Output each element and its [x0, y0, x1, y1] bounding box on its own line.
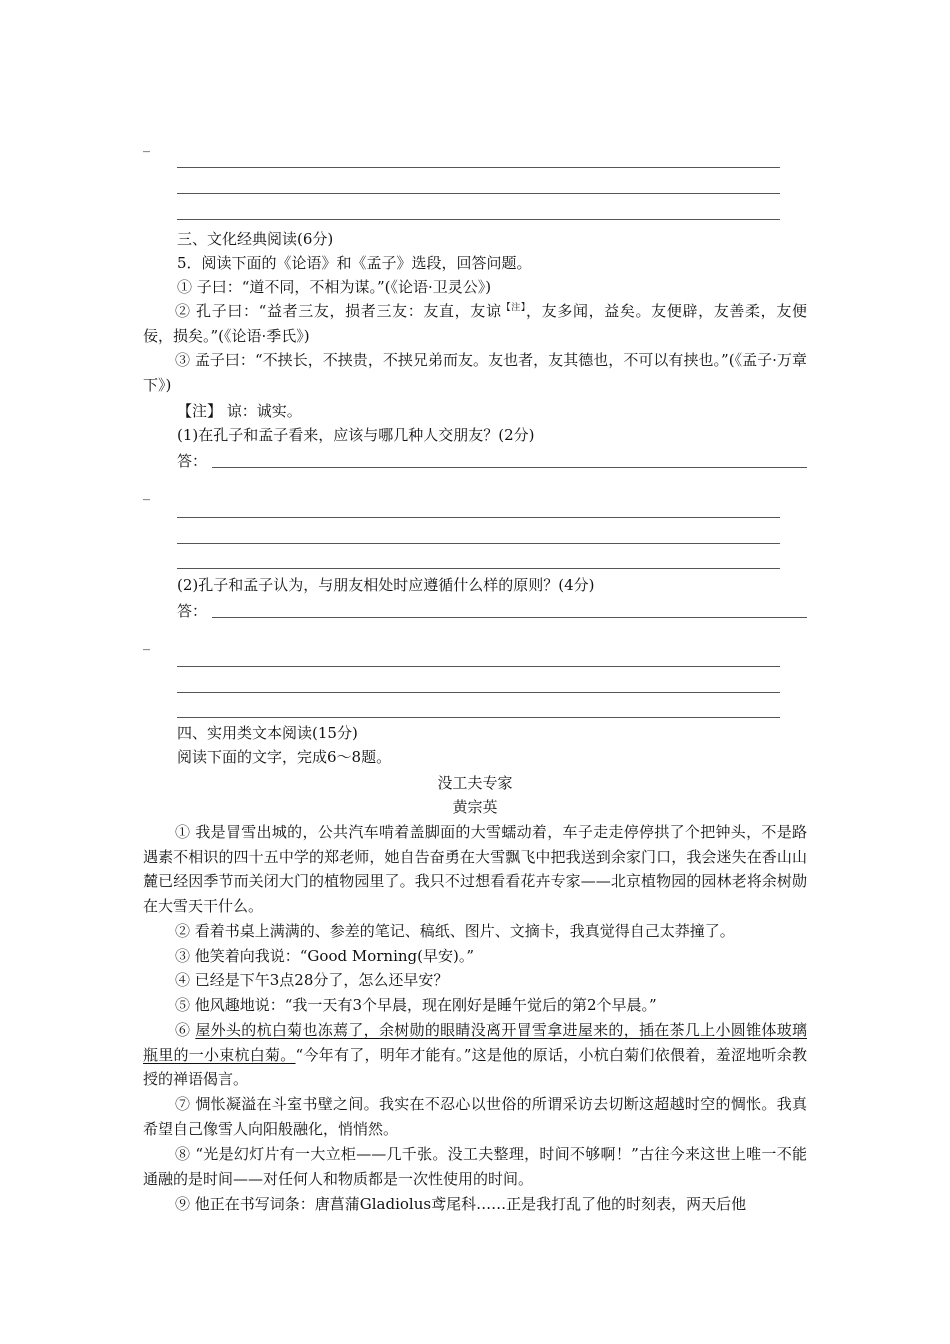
article-title: 没工夫专家 [437, 774, 513, 792]
paragraph-9: ⑨ 他正在书写词条：唐菖蒲Gladiolus鸢尾科……正是我打乱了他的时刻表，两天后他 [175, 1195, 747, 1213]
reading-intro: 阅读下面的文字，完成6～8题。 [177, 748, 392, 766]
question-intro: 5．阅读下面的《论语》和《孟子》选段，回答问题。 [177, 254, 532, 272]
answer-line[interactable] [177, 517, 780, 518]
answer-line[interactable] [177, 167, 780, 168]
paragraph-4: ④ 已经是下午3点28分了，怎么还早安？ [175, 971, 449, 989]
answer-line[interactable] [212, 467, 807, 468]
excerpt-2-text-a: ② 孔子曰：“益者三友，损者三友：友直，友谅 [175, 302, 502, 320]
answer-line[interactable] [177, 193, 780, 194]
paragraph-8: ⑧ “光是幻灯片有一大立柜——几千张。没工夫整理，时间不够啊！”古往今来这世上唯一不能通融的是时间——对任何人和物质都是一次性使用的时间。 [143, 1145, 807, 1188]
blank-marker: _ [143, 485, 150, 501]
paragraph-2: ② 看着书桌上满满的、参差的笔记、稿纸、图片、文摘卡，我真觉得自己太莽撞了。 [175, 922, 735, 940]
paragraph-1: ① 我是冒雪出城的，公共汽车啃着盖脚面的大雪蠕动着，车子走走停停拱了个把钟头，不是路遇素不相识的四十五中学的郑老师，她自告奋勇在大雪飘飞中把我送到余家门口，我会迷失在香山山麓已经因季节而关闭大门的植物园里了。我只不过想看看花卉专家——北京植物园的园林老将余树勋在大雪天干什么。 [143, 823, 807, 915]
question-1: (1)在孔子和孟子看来，应该与哪几种人交朋友？(2分) [177, 426, 535, 444]
excerpt-3: ③ 孟子曰：“不挟长，不挟贵，不挟兄弟而友。友也者，友其德也，不可以有挟也。”(《孟子·万章下》) [143, 351, 807, 394]
answer-label: 答： [177, 602, 208, 620]
paragraph-5: ⑤ 他风趣地说：“我一天有3个早晨，现在刚好是睡午觉后的第2个早晨。” [175, 996, 657, 1014]
answer-line[interactable] [177, 666, 780, 667]
answer-line[interactable] [177, 717, 780, 718]
footnote: 【注】 谅：诚实。 [177, 402, 302, 420]
answer-line[interactable] [177, 568, 780, 569]
excerpt-1: ① 子曰：“道不同，不相为谋。”(《论语·卫灵公》) [177, 278, 492, 296]
paragraph-6-rest: “今年有了，明年才能有。”这是他的原话，小杭白菊们依偎着，羞涩地听余教授的禅语偈言。 [143, 1045, 807, 1088]
section-heading: 四、实用类文本阅读(15分) [177, 724, 358, 742]
article-author: 黄宗英 [452, 798, 498, 816]
footnote-marker: 【注】 [501, 303, 527, 313]
answer-line[interactable] [177, 692, 780, 693]
section-heading: 三、文化经典阅读(6分) [177, 230, 334, 248]
blank-marker: _ [143, 137, 150, 153]
excerpt-2 [143, 299, 807, 348]
answer-label: 答： [177, 452, 208, 470]
paragraph-3: ③ 他笑着向我说：“Good Morning(早安)。” [175, 947, 475, 965]
answer-line[interactable] [177, 543, 780, 544]
paragraph-6 [143, 1018, 807, 1092]
paragraph-6-number: ⑥ [175, 1021, 196, 1039]
excerpt-2-text-b: ，友多闻，益矣。友便辟，友善柔，友便佞，损矣。”(《论语·季氏》) [143, 302, 807, 345]
paragraph-7: ⑦ 惆怅凝溢在斗室书壁之间。我实在不忍心以世俗的所谓采访去切断这超越时空的惆怅。我真希望自己像雪人向阳般融化，悄悄然。 [143, 1095, 807, 1138]
answer-line[interactable] [212, 617, 807, 618]
blank-marker: _ [143, 635, 150, 651]
answer-line[interactable] [177, 219, 780, 220]
question-2: (2)孔子和孟子认为，与朋友相处时应遵循什么样的原则？(4分) [177, 576, 595, 594]
underlined-sentence: 屋外头的杭白菊也冻蔫了，余树勋的眼睛没离开冒雪拿进屋来的，插在茶几上小圆锥体玻璃瓶里的一小束杭白菊。 [143, 1021, 807, 1064]
